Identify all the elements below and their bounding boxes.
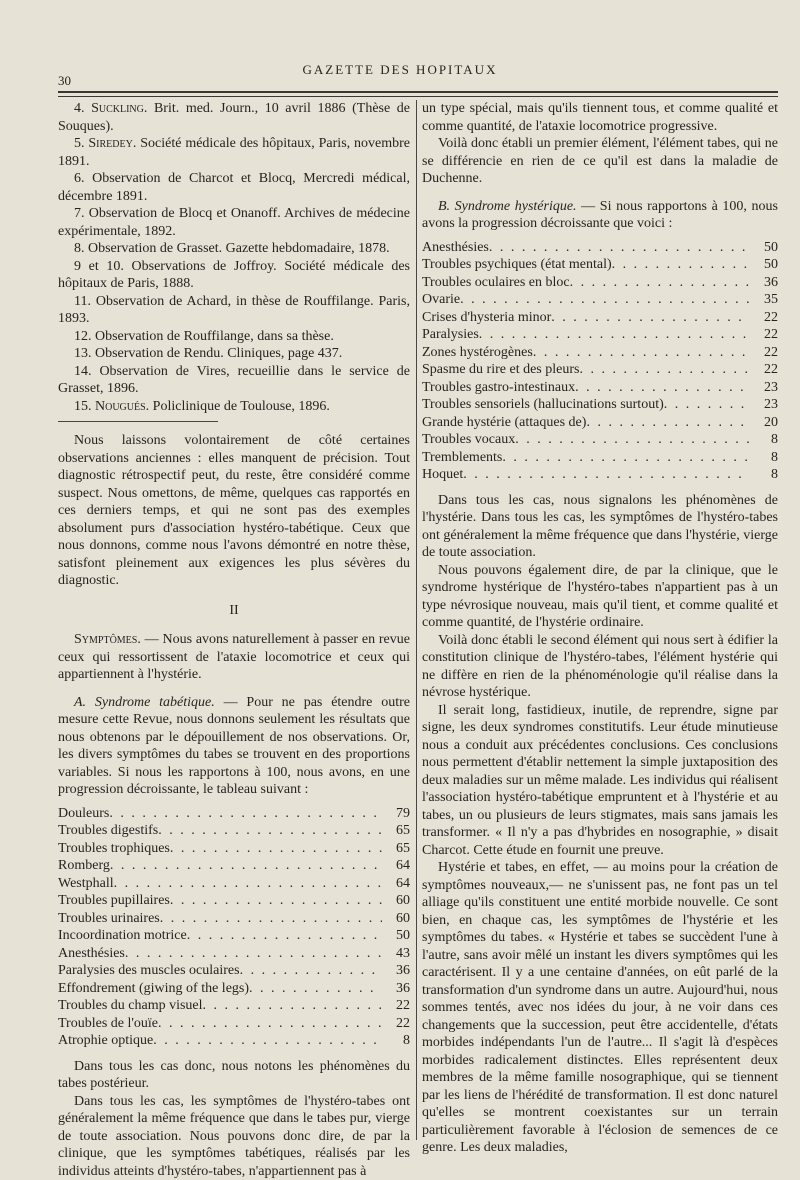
reference-item bbox=[58, 100, 410, 135]
table-value: 64 bbox=[382, 857, 410, 875]
reference-text: Observations de Joffroy. Société médicale des hôpitaux de Paris, 1888. bbox=[58, 259, 410, 292]
table-row bbox=[58, 1032, 410, 1050]
reference-text: Observation de Vires, recueillie dans le service de Grasset, 1896. bbox=[58, 364, 410, 397]
table-row bbox=[58, 805, 410, 823]
reference-number: 12. bbox=[74, 329, 92, 344]
symptom-table-hysterie bbox=[422, 239, 778, 484]
reference-number: 15. bbox=[74, 399, 92, 414]
reference-list bbox=[58, 100, 410, 415]
leader-dots bbox=[110, 857, 382, 875]
table-value: 60 bbox=[382, 910, 410, 928]
table-row bbox=[58, 927, 410, 945]
table-row bbox=[422, 414, 778, 432]
table-row bbox=[58, 875, 410, 893]
table-value: 22 bbox=[750, 361, 778, 379]
reference-text: Observation de Achard, in thèse de Rouffilange. Paris, 1893. bbox=[58, 294, 410, 327]
paragraph: Voilà donc établi un premier élément, l'élément tabes, qui ne se différencie en rien de ce qu'il est dans la maladie de Duchenne. bbox=[422, 135, 778, 188]
reference-number: 8. bbox=[74, 241, 85, 256]
table-label: Troubles oculaires en bloc bbox=[422, 274, 570, 292]
reference-number: 11. bbox=[74, 294, 91, 309]
paragraph: Voilà donc établi le second élément qui nous sert à édifier la constitution clinique de l'hystéro-tabes, l'élément hystérie qui ne diffère en rien de la phénoménologie qu'il réalise dans la névrose hystérique. bbox=[422, 632, 778, 702]
table-label: Anesthésies bbox=[58, 945, 125, 963]
table-value: 8 bbox=[750, 431, 778, 449]
leader-dots bbox=[109, 805, 382, 823]
table-value: 22 bbox=[750, 326, 778, 344]
leader-dots bbox=[664, 396, 750, 414]
left-column bbox=[58, 100, 410, 1180]
reference-number: 13. bbox=[74, 346, 92, 361]
table-value: 60 bbox=[382, 892, 410, 910]
table-row bbox=[422, 466, 778, 484]
reference-text: Société médicale des hôpitaux, Paris, novembre 1891. bbox=[58, 136, 410, 169]
reference-item bbox=[58, 258, 410, 293]
reference-author: Siredey. bbox=[88, 136, 136, 151]
reference-item bbox=[58, 135, 410, 170]
leader-dots bbox=[570, 274, 750, 292]
table-value: 22 bbox=[750, 309, 778, 327]
table-row bbox=[58, 822, 410, 840]
reference-item bbox=[58, 328, 410, 346]
leader-dots bbox=[463, 466, 750, 484]
table-row bbox=[422, 344, 778, 362]
table-row bbox=[422, 431, 778, 449]
leader-dots bbox=[158, 1015, 382, 1033]
table-value: 8 bbox=[750, 466, 778, 484]
leader-dots bbox=[187, 927, 382, 945]
table-label: Douleurs bbox=[58, 805, 109, 823]
table-label: Troubles urinaires bbox=[58, 910, 160, 928]
reference-number: 9 et 10. bbox=[74, 259, 124, 274]
paragraph: Hystérie et tabes, en effet, — au moins pour la création de symptômes nouveaux,— ne s'unissent pas, ne font pas un tel alliage qu'ils constituent une entité morbide nouvelle. Ce sont bien, en chaque cas, les symptômes de l'hystérie et les symptômes du tabes. « Hystérie et tabes se succèdent l'une à l'autre, sans avoir mêlé un instant les divers symptômes qui les caractérisent. Il y a une centaine d'années, on eût parlé de la transformation d'un syndrome dans un autre. Aujourd'hui, nous sommes tentés, avec nos idées du jour, à ne voir dans ces changements que la succession, peut être accidentelle, d'états morbides indépendants l'un de l'autre... Il s'agit là d'espèces morbides radicalement distinctes. Elles représentent deux membres de la même famille nosographique, qui se tiennent par les liens de l'hérédité de transformation. Il est donc naturel qu'elles se montrent coexistantes sur un terrain particulièrement favorable à l'éclosion de semences de ce genre. Les deux maladies, bbox=[422, 859, 778, 1157]
subsection-heading: A. Syndrome tabétique. bbox=[74, 695, 215, 710]
table-label: Tremblements bbox=[422, 449, 502, 467]
table-value: 43 bbox=[382, 945, 410, 963]
table-label: Troubles du champ visuel bbox=[58, 997, 203, 1015]
paragraph: Nous pouvons également dire, de par la clinique, que le syndrome hystérique de l'hystéro-tabes n'appartient pas à un type névrosique nouveau, mais qu'il tient, et comme qualité et comme quantité, de l'hystérie ordinaire. bbox=[422, 562, 778, 632]
leader-dots bbox=[153, 1032, 382, 1050]
leader-dots bbox=[170, 840, 382, 858]
table-label: Troubles vocaux bbox=[422, 431, 515, 449]
table-row bbox=[58, 997, 410, 1015]
table-label: Ovarie bbox=[422, 291, 460, 309]
leader-dots bbox=[551, 309, 750, 327]
table-value: 23 bbox=[750, 379, 778, 397]
leader-dots bbox=[533, 344, 750, 362]
reference-number: 6. bbox=[74, 171, 85, 186]
table-label: Romberg bbox=[58, 857, 110, 875]
table-row bbox=[422, 326, 778, 344]
table-row bbox=[58, 1015, 410, 1033]
reference-text: Observation de Rendu. Cliniques, page 437. bbox=[95, 346, 342, 361]
reference-text: Observation de Charcot et Blocq, Mercredi médical, décembre 1891. bbox=[58, 171, 410, 204]
table-label: Atrophie optique bbox=[58, 1032, 153, 1050]
table-value: 50 bbox=[750, 239, 778, 257]
leader-dots bbox=[460, 291, 750, 309]
table-value: 50 bbox=[382, 927, 410, 945]
table-label: Incoordination motrice bbox=[58, 927, 187, 945]
leader-dots bbox=[170, 892, 382, 910]
table-value: 50 bbox=[750, 256, 778, 274]
table-value: 35 bbox=[750, 291, 778, 309]
table-value: 22 bbox=[382, 1015, 410, 1033]
table-label: Paralysies bbox=[422, 326, 479, 344]
reference-item bbox=[58, 293, 410, 328]
table-label: Troubles digestifs bbox=[58, 822, 158, 840]
table-row bbox=[422, 309, 778, 327]
reference-author: Suckling. bbox=[91, 101, 147, 116]
header-rule-thin bbox=[58, 96, 778, 97]
paragraph bbox=[58, 694, 410, 799]
table-row bbox=[422, 379, 778, 397]
table-label: Hoquet bbox=[422, 466, 463, 484]
paragraph: Dans tous les cas donc, nous notons les phénomènes du tabes postérieur. bbox=[58, 1058, 410, 1093]
table-label: Troubles sensoriels (hallucinations surtout) bbox=[422, 396, 664, 414]
table-value: 20 bbox=[750, 414, 778, 432]
paragraph-text: — Nous avons naturellement à passer en revue ceux qui ressortissent de l'ataxie locomotrice et ceux qui appartiennent à l'hystérie. bbox=[58, 632, 410, 682]
table-row bbox=[422, 361, 778, 379]
table-row bbox=[58, 910, 410, 928]
leader-dots bbox=[579, 361, 750, 379]
reference-item bbox=[58, 363, 410, 398]
leader-dots bbox=[158, 822, 382, 840]
table-value: 22 bbox=[382, 997, 410, 1015]
leader-dots bbox=[586, 414, 750, 432]
symptom-table-tabes bbox=[58, 805, 410, 1050]
table-label: Paralysies des muscles oculaires bbox=[58, 962, 240, 980]
table-label: Westphall bbox=[58, 875, 114, 893]
leader-dots bbox=[575, 379, 750, 397]
table-label: Troubles pupillaires bbox=[58, 892, 170, 910]
reference-item bbox=[58, 398, 410, 416]
reference-number: 5. bbox=[74, 136, 85, 151]
table-row bbox=[422, 449, 778, 467]
leader-dots bbox=[125, 945, 382, 963]
table-label: Troubles trophiques bbox=[58, 840, 170, 858]
table-label: Spasme du rire et des pleurs bbox=[422, 361, 579, 379]
reference-text: Observation de Grasset. Gazette hebdomadaire, 1878. bbox=[88, 241, 390, 256]
table-row bbox=[422, 274, 778, 292]
reference-author: Nougués. bbox=[95, 399, 149, 414]
reference-number: 14. bbox=[74, 364, 92, 379]
table-value: 23 bbox=[750, 396, 778, 414]
table-row bbox=[58, 962, 410, 980]
leader-dots bbox=[114, 875, 382, 893]
table-row bbox=[58, 980, 410, 998]
table-value: 64 bbox=[382, 875, 410, 893]
table-label: Troubles gastro-intestinaux bbox=[422, 379, 575, 397]
section-number: II bbox=[58, 602, 410, 620]
table-row bbox=[422, 396, 778, 414]
reference-item bbox=[58, 205, 410, 240]
table-row bbox=[58, 840, 410, 858]
table-value: 79 bbox=[382, 805, 410, 823]
table-label: Grande hystérie (attaques de) bbox=[422, 414, 586, 432]
paragraph: un type spécial, mais qu'ils tiennent tous, et comme qualité et comme quantité, de l'ataxie locomotrice progressive. bbox=[422, 100, 778, 135]
leader-dots bbox=[160, 910, 382, 928]
reference-item bbox=[58, 240, 410, 258]
table-row bbox=[58, 945, 410, 963]
table-value: 36 bbox=[382, 962, 410, 980]
leader-dots bbox=[240, 962, 382, 980]
table-label: Troubles psychiques (état mental) bbox=[422, 256, 612, 274]
separator-rule bbox=[58, 421, 218, 422]
table-value: 65 bbox=[382, 822, 410, 840]
leader-dots bbox=[489, 239, 750, 257]
leader-dots bbox=[249, 980, 382, 998]
subsection-heading: B. Syndrome hystérique. bbox=[438, 199, 577, 214]
reference-text: Observation de Rouffilange, dans sa thèse. bbox=[95, 329, 334, 344]
table-row bbox=[58, 892, 410, 910]
paragraph bbox=[58, 631, 410, 684]
paragraph: Nous laissons volontairement de côté certaines observations anciennes : elles manquent de précision. Tout diagnostic rétrospectif peut, du reste, être considéré comme suspect. Nous omettons, de même, quelques cas rapportés en ces derniers temps, et qui ne sont pas des exemples absolument purs d'association hystéro-tabétique. Ceux que nous donnons, comme nous l'avons démontré en notre thèse, satisfont pleinement aux exigences les plus sévères du diagnostic. bbox=[58, 432, 410, 590]
table-value: 65 bbox=[382, 840, 410, 858]
paragraph: Dans tous les cas, nous signalons les phénomènes de l'hystérie. Dans tous les cas, les symptômes de l'hystéro-tabes ont généralement la même fréquence que dans l'hystérie, vierge de toute association. bbox=[422, 492, 778, 562]
paragraph: Dans tous les cas, les symptômes de l'hystéro-tabes ont généralement la même fréquence que dans le tabes pur, vierge de toute association. Nous pouvons donc dire, de par la clinique, que les symptômes tabétiques, réalisés par les individus atteints d'hystéro-tabes, n'appartiennent pas à bbox=[58, 1093, 410, 1180]
paragraph-text: — Si nous rapportons à 100, nous avons la progression décroissante que voici : bbox=[422, 199, 778, 232]
reference-text: Brit. med. Journ., 10 avril 1886 (Thèse de Souques). bbox=[58, 101, 410, 134]
table-row bbox=[422, 239, 778, 257]
table-label: Troubles de l'ouïe bbox=[58, 1015, 158, 1033]
paragraph bbox=[422, 198, 778, 233]
table-value: 22 bbox=[750, 344, 778, 362]
reference-text: Observation de Blocq et Onanoff. Archives de médecine expérimentale, 1892. bbox=[58, 206, 410, 239]
table-label: Zones hystérogènes bbox=[422, 344, 533, 362]
paragraph-text: — Pour ne pas étendre outre mesure cette Revue, nous donnons seulement les résultats que nous obtenons par le dépouillement de nos observations. Or, les divers symptômes du tabes se trouvent en des proportions variables. Si nous les rapportons à 100, nous avons, en une progression décroissante, le tableau suivant : bbox=[58, 695, 410, 798]
leader-dots bbox=[612, 256, 750, 274]
reference-item bbox=[58, 170, 410, 205]
leader-dots bbox=[203, 997, 382, 1015]
table-value: 36 bbox=[382, 980, 410, 998]
leader-dots bbox=[502, 449, 750, 467]
table-label: Anesthésies bbox=[422, 239, 489, 257]
table-label: Crises d'hysteria minor bbox=[422, 309, 551, 327]
paragraph: Il serait long, fastidieux, inutile, de reprendre, signe par signe, les deux syndromes constitutifs. Leur étude minutieuse nous a conduit aux précédentes conclusions. Ces conclusions nous permettent d'établir nettement la simple juxtaposition des deux maladies sur un même malade. Les individus qui réalisent l'association hystéro-tabétique empruntent et à l'hystérie et au tabes, un ou plusieurs de leurs stigmates, mais sans jamais les transformer. « Il n'y a pas d'hybrides en nosographie, » disait Charcot. Cette étude en fournit une preuve. bbox=[422, 702, 778, 860]
reference-number: 7. bbox=[74, 206, 85, 221]
header-rule bbox=[58, 91, 778, 93]
table-value: 8 bbox=[750, 449, 778, 467]
table-row bbox=[58, 857, 410, 875]
table-value: 36 bbox=[750, 274, 778, 292]
leader-dots bbox=[515, 431, 750, 449]
leader-dots bbox=[479, 326, 750, 344]
right-column bbox=[422, 100, 778, 1157]
page-title: GAZETTE DES HOPITAUX bbox=[0, 62, 800, 78]
column-divider bbox=[416, 100, 417, 1140]
reference-item bbox=[58, 345, 410, 363]
table-row bbox=[422, 256, 778, 274]
reference-text: Policlinique de Toulouse, 1896. bbox=[149, 399, 330, 414]
table-label: Effondrement (giwing of the legs) bbox=[58, 980, 249, 998]
reference-number: 4. bbox=[74, 101, 85, 116]
page-number: 30 bbox=[58, 73, 71, 89]
section-heading: Symptômes. bbox=[74, 632, 141, 647]
table-row bbox=[422, 291, 778, 309]
table-value: 8 bbox=[382, 1032, 410, 1050]
